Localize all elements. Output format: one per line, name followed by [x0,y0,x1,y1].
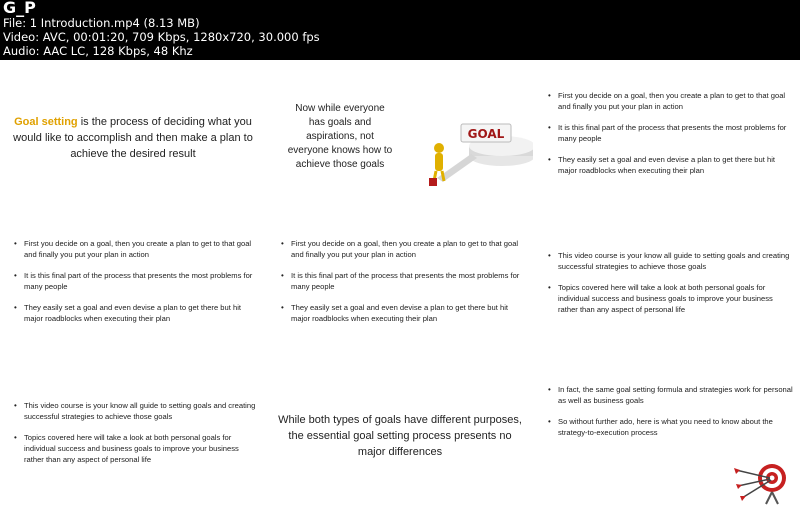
thumbnail-2 [267,60,533,209]
bullet-item: • First you decide on a goal, then you create a plan to get to that goal and finally you put your plan in action [281,238,527,260]
bullet-list [548,250,794,325]
bullet-item: • It is this final part of the process that presents the most problems for many people [14,270,260,292]
thumbnail-6 [534,210,800,359]
goal-sign-label: GOAL [467,127,505,141]
bullet-item: • They easily set a goal and even devise a plan to get there but hit major roadblocks when executing their plan [14,302,260,324]
bullet-item: • They easily set a goal and even devise a plan to get there but hit major roadblocks when executing their plan [548,154,794,176]
header-title: G_P [3,0,36,17]
bullet-item: • Topics covered here will take a look at both personal goals for individual success and business goals to improve your business rather than any aspect of personal life [14,432,260,465]
thumbnail-9 [534,360,800,509]
bullet-item: • First you decide on a goal, then you create a plan to get to that goal and finally you put your plan in action [14,238,260,260]
target-arrows-icon [732,460,796,506]
thumbnail-grid [0,60,800,509]
bullet-list [14,400,260,475]
bullet-item: • They easily set a goal and even devise a plan to get there but hit major roadblocks when executing their plan [281,302,527,324]
bullet-item: • Topics covered here will take a look at both personal goals for individual success and business goals to improve your business rather than any aspect of personal life [548,282,794,315]
bullet-list [548,384,794,448]
video-info: Video: AVC, 00:01:20, 709 Kbps, 1280x720, 30.000 fps [3,30,320,44]
bullet-item: • This video course is your know all guide to setting goals and creating successful strategies to achieve those goals [548,250,794,272]
highlight-term: Goal setting [14,116,78,128]
bullet-item: • In fact, the same goal setting formula and strategies work for personal as well as business goals [548,384,794,406]
thumbnail-8 [267,360,533,509]
thumbnail-5 [267,210,533,359]
bullet-item: • It is this final part of the process that presents the most problems for many people [548,122,794,144]
thumbnail-7 [0,360,266,509]
file-info: File: 1 Introduction.mp4 (8.13 MB) [3,16,200,30]
bullet-list [281,238,527,334]
slide-text [10,114,256,162]
thumbnail-1 [0,60,266,209]
slide-text: Now while everyone has goals and aspirations, not everyone knows how to achieve those goals [287,103,393,170]
audio-info: Audio: AAC LC, 128 Kbps, 48 Khz [3,44,193,58]
bullet-list [548,90,794,186]
bullet-item: • It is this final part of the process that presents the most problems for many people [281,270,527,292]
media-info-header [0,0,800,60]
thumbnail-3 [534,60,800,209]
slide-text-body: is the process of deciding what you would like to accomplish and then make a plan to achieve the desired result [13,116,253,160]
thumbnail-4 [0,210,266,359]
bullet-item: • First you decide on a goal, then you create a plan to get to that goal and finally you put your plan in action [548,90,794,112]
slide-text: While both types of goals have different purposes, the essential goal setting process presents no major differences [278,414,522,458]
bullet-item: • This video course is your know all guide to setting goals and creating successful strategies to achieve those goals [14,400,260,422]
bullet-list [14,238,260,334]
bullet-item: • So without further ado, here is what you need to know about the strategy-to-execution process [548,416,794,438]
goal-illustration-icon [407,118,533,198]
